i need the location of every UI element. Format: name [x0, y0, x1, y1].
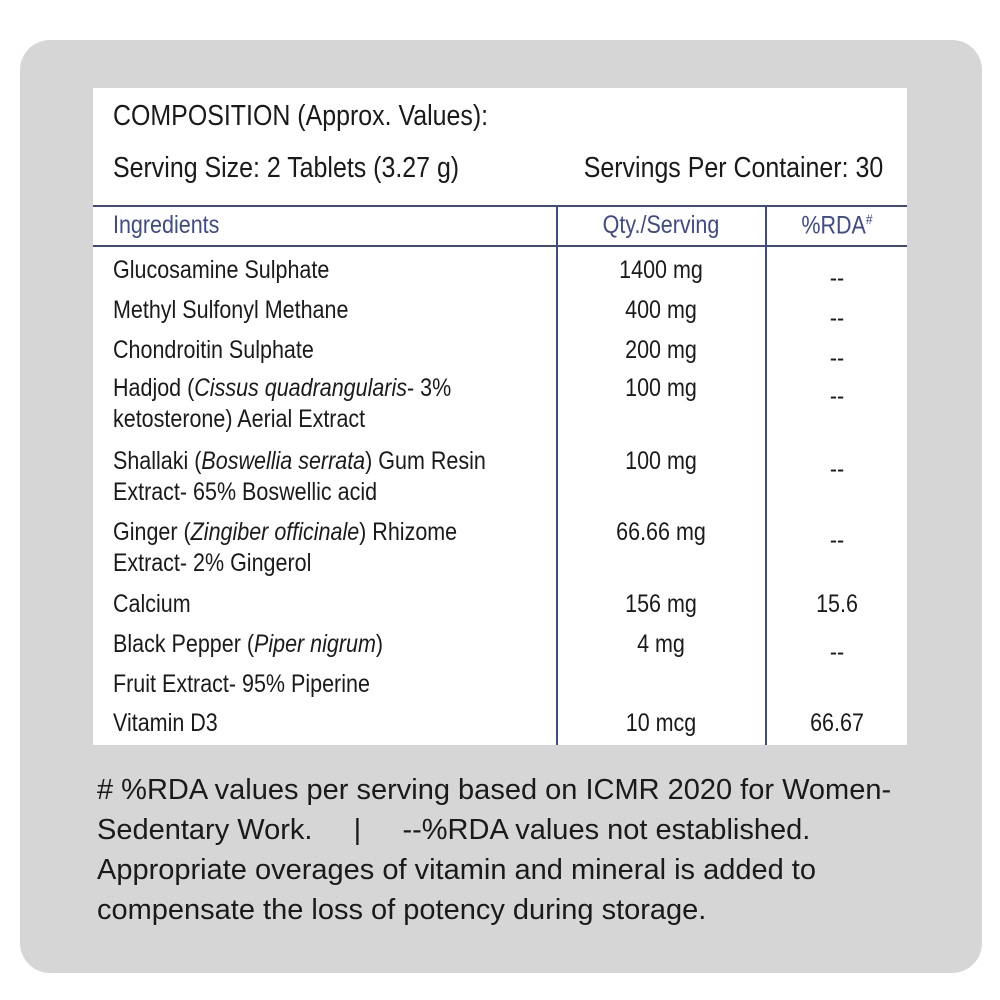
botanical-name: Cissus quadrangularis	[194, 374, 407, 402]
footnote-line: Appropriate overages of vitamin and mineral is added to	[97, 854, 816, 886]
ingredient-rda: --	[829, 638, 845, 666]
ingredient-rda: --	[829, 455, 845, 483]
footnote-line	[97, 810, 927, 850]
ingredient-name-part: )	[375, 630, 384, 658]
serving-size: Serving Size: 2 Tablets (3.27 g)	[113, 152, 460, 184]
serving-info	[113, 152, 883, 192]
footnote-separator: |	[353, 814, 362, 846]
ingredient-name-part: - 3% ketosterone) Aerial Extract	[113, 374, 452, 433]
ingredient-rda: --	[829, 264, 845, 292]
column-divider-qty	[556, 205, 558, 745]
botanical-name: Boswellia serrata	[201, 447, 366, 475]
ingredient-name: Fruit Extract- 95% Piperine	[113, 670, 370, 698]
footnote-line: compensate the loss of potency during storage.	[97, 894, 707, 926]
header-qty-serving: Qty./Serving	[602, 211, 720, 239]
ingredient-name: Chondroitin Sulphate	[113, 336, 314, 364]
header-rda	[777, 211, 897, 240]
composition-title: COMPOSITION (Approx. Values):	[113, 100, 489, 132]
ingredient-name-part: ) Rhizome Extract- 2% Gingerol	[113, 518, 458, 577]
ingredient-qty: 156 mg	[625, 590, 697, 618]
ingredient-name: Vitamin D3	[113, 709, 218, 737]
ingredient-name	[113, 446, 526, 508]
ingredient-qty: 10 mcg	[625, 709, 697, 737]
ingredient-rda: --	[829, 304, 845, 332]
footnote-line: # %RDA values per serving based on ICMR 2020 for Women-	[97, 774, 892, 806]
footnote-text: Sedentary Work.	[97, 814, 313, 846]
ingredient-qty: 400 mg	[625, 296, 697, 324]
ingredient-name	[113, 629, 526, 660]
ingredient-rda: --	[829, 526, 845, 554]
ingredient-name	[113, 517, 526, 579]
header-ingredients: Ingredients	[113, 211, 220, 239]
ingredient-rda: 66.67	[810, 709, 864, 737]
ingredient-name-part: Shallaki (	[113, 447, 202, 475]
ingredient-rda: --	[829, 382, 845, 410]
table-header-rule	[93, 245, 907, 247]
table-top-rule	[93, 205, 907, 207]
ingredient-name-part: ) Gum Resin Extract- 65% Boswellic acid	[113, 447, 486, 506]
footnote-text: --%RDA values not established.	[402, 814, 811, 846]
composition-table	[93, 205, 907, 745]
ingredient-name: Glucosamine Sulphate	[113, 256, 330, 284]
header-rda-mark: #	[865, 211, 873, 227]
ingredient-qty: 100 mg	[625, 374, 697, 402]
column-divider-rda	[765, 205, 767, 745]
ingredient-rda: 15.6	[816, 590, 858, 618]
header-rda-label: %RDA	[801, 211, 866, 240]
botanical-name: Piper nigrum	[254, 630, 376, 658]
ingredient-name-part: Black Pepper (	[113, 630, 255, 658]
ingredient-qty: 66.66 mg	[616, 518, 706, 546]
ingredient-qty: 1400 mg	[619, 256, 703, 284]
ingredient-qty: 100 mg	[625, 447, 697, 475]
ingredient-name-part: Ginger (	[113, 518, 191, 546]
ingredient-name: Methyl Sulfonyl Methane	[113, 296, 349, 324]
servings-per-container: Servings Per Container: 30	[583, 152, 883, 184]
ingredient-name-part: Hadjod (	[113, 374, 195, 402]
ingredient-rda: --	[829, 344, 845, 372]
ingredient-qty: 200 mg	[625, 336, 697, 364]
botanical-name: Zingiber officinale	[190, 518, 360, 546]
ingredient-name	[113, 373, 526, 435]
footnote	[97, 770, 927, 930]
ingredient-name: Calcium	[113, 590, 191, 618]
ingredient-qty: 4 mg	[637, 630, 685, 658]
